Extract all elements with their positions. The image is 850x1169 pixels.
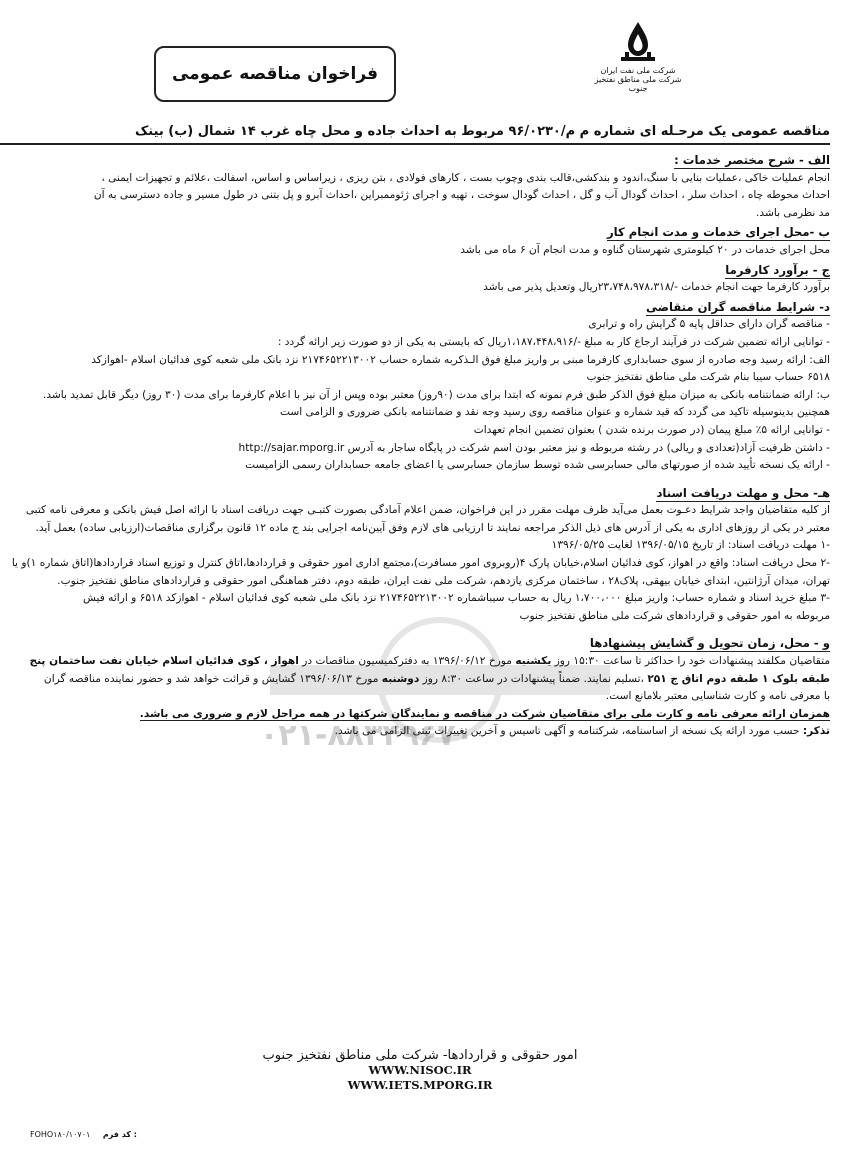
- section-e-title: هـ- محل و مهلت دریافت اسناد: [656, 485, 830, 500]
- section-d-line: - داشتن ظرفیت آزاد(تعدادی و ریالی) در رشته مربوطه و نیز معتبر بودن اسم شرکت در پایگاه ساجار به آدرس http://sajar.mporg.ir: [238, 441, 830, 454]
- section-e-line: مربوطه به امور حقوقی و قراردادهای شرکت ملی مناطق نفتخیز جنوب: [519, 609, 830, 622]
- section-b-title: ب -محل اجرای خدمات و مدت انجام کار: [606, 225, 830, 240]
- tender-body: [11, 150, 830, 741]
- announcement-title: فراخوان مناقصه عمومی: [171, 64, 379, 84]
- section-a-line: مد نظرمی باشد.: [756, 206, 830, 219]
- section-d-line: همچنین بدینوسیله تاکید می گردد که قید شماره و عنوان مناقصه روی رسید وجه نقد و ضمانتنامه بانکی ضروری و الزامی است: [279, 406, 830, 419]
- section-f-reminder: تذکر: حسب مورد ارائه یک نسخه از اساسنامه، شرکتنامه و آگهی تاسیس و آخرین تغییرات ثبتی الزامی می باشد.: [334, 725, 830, 738]
- section-f-line2: طبقه بلوک ۱ طبقه دوم اتاق ج ۲۵۱ ،تسلیم نمایند. ضمناً پیشنهادات در ساعت ۸:۳۰ روز دوشنبه مورخ ۱۳۹۶/۰۶/۱۳ گشایش و قرائت خواهد شد و حضور نماینده مناقصه گران: [43, 672, 830, 685]
- section-d-line: - ارائه یک نسخه تأیید شده از صورتهای مالی حسابرسی شده توسط سازمان حسابرسی یا اعضای جامعه حسابداران رسمی الزامیست: [245, 459, 830, 472]
- section-d-line: ۶۵۱۸ حساب سیبا بنام شرکت ملی مناطق نفتخیز جنوب: [586, 371, 830, 384]
- form-code-value: FOHO۱۸۰/۱۰۷۰۱: [30, 1130, 91, 1139]
- section-c-title: ج - برآورد کارفرما: [725, 262, 830, 277]
- company-logo-block: [588, 18, 688, 102]
- section-c-text: برآورد کارفرما جهت انجام خدمات -/۲۳،۷۴۸،۹۷۸،۳۱۸ریال وتعدیل پذیر می باشد: [483, 281, 830, 294]
- section-e-line: -۱ مهلت دریافت اسناد: از تاریخ ۱۳۹۶/۰۵/۱۵ لغایت ۱۳۹۶/۰۵/۲۵: [551, 539, 830, 552]
- section-f-note: همزمان ارائه معرفی نامه و کارت ملی برای متقاضیان شرکت در مناقصه و نمایندگان شرکتها در همه مراحل لازم و ضروری می باشد.: [139, 707, 830, 720]
- company-name-line1: شرکت ملی نفت ایران: [600, 66, 676, 75]
- section-d-title: د- شرایط مناقصه گران متقاضی: [646, 299, 830, 314]
- watermark-phone: ۰۲۱-۸۸۳۴۹۶۷۰: [260, 718, 474, 753]
- footer-url-iets: WWW.IETS.MPORG.IR: [347, 1078, 493, 1092]
- form-code-label: کد فرم :: [102, 1130, 137, 1139]
- section-a-title: الف - شرح مختصر خدمات :: [674, 153, 830, 167]
- section-d-line: الف: ارائه رسید وجه صادره از سوی حسابداری کارفرما مبنی بر واریز مبلغ فوق الـذکربه شماره حساب ۲۱۷۴۶۵۲۲۱۳۰۰۲ نزد بانک ملی شعبه کوی فدائیان اسلام -اهوازکد: [91, 353, 830, 366]
- nioc-logo-icon: [615, 18, 661, 64]
- section-a-line: احداث محوطه چاه ، احداث سلر ، احداث گودال آب و گل ، احداث گودال سوخت ، تهیه و اجرای ژئوممبراین ،احداث آبرو و پل بتنی در طول مسیر و جاده دسترسی به آن: [93, 189, 830, 202]
- section-d-line: - توانایی ارائه ۵٪ مبلغ پیمان (در صورت برنده شدن ) بعنوان تضمین انجام تعهدات: [473, 423, 830, 436]
- section-e-line: -۳ مبلغ خرید اسناد و شماره حساب: واریز مبلغ ۱،۷۰۰،۰۰۰ ریال به حساب سیباشماره ۲۱۷۴۶۵۲۲۱۳۰۰۲ نزد بانک ملی شعبه کوی فدائیان اسلام - اهوازکد ۶۵۱۸ و ارائه فیش: [83, 592, 830, 605]
- footer-url-nisoc: WWW.NISOC.IR: [368, 1063, 472, 1077]
- tender-main-heading: مناقصه عمومی یک مرحـله ای شماره م م/۹۶/۰۲۳۰ مربوط به احداث جاده و محل چاه غرب ۱۴ شمال (ب) بینک: [0, 124, 830, 145]
- form-code-row: [30, 1130, 230, 1139]
- section-a-line: انجام عملیات خاکی ،عملیات بنایی با سنگ،اندود و بندکشی،قالب بندی وچوب بست ، کارهای فولادی ، بتن ریزی ، زیراساس و اساس، اسفالت ،علائم و تجهیزات ایمنی ،: [101, 171, 830, 184]
- section-f-line1: متقاضیان مکلفند پیشنهادات خود را حداکثر تا ساعت ۱۵:۳۰ روز یکشنبه مورخ ۱۳۹۶/۰۶/۱۲ به دفترکمیسیون مناقصات در اهواز ، کوی فدائیان اسلام خیابان نفت ساختمان پنج: [29, 655, 830, 668]
- section-f-line3: با معرفی نامه و کارت شناسایی معتبر بلامانع است.: [605, 690, 830, 703]
- section-f-title: و - محل، زمان تحویل و گشایش پیشنهادها: [589, 636, 830, 651]
- company-name-line2: شرکت ملی مناطق نفتخیز جنوب: [594, 75, 682, 93]
- footer-block: [200, 1048, 640, 1093]
- footer-department: امور حقوقی و قراردادها- شرکت ملی مناطق نفتخیز جنوب: [262, 1048, 578, 1063]
- section-d-line: ب: ارائه ضمانتنامه بانکی به میزان مبلغ فوق الذکر طبق فرم نمونه که ابتدا برای مدت (۹۰روز) معتبر بوده وپس از آن نیز با اعلام کارفرما برای مدت (۳۰ روز) دیگر قابل تمدید باشد.: [42, 388, 830, 401]
- section-e-line: -۲ محل دریافت اسناد: واقع در اهواز، کوی فدائیان اسلام،خیابان پارک ۴(روبروی امور مسافرت)،مجتمع اداری امور حقوقی و قراردادها،اتاق کنترل و توزیع اسناد قراردادها(اتاق شماره ۱)و یا: [11, 557, 830, 570]
- section-e-line: معتبر در یکی از روزهای اداری به یکی از آدرس های ذیل الذکر مراجعه نمایند تا ارزیابی های لازم وفق آیین‌نامه اجرایی بند ج ماده ۱۲ قانون برگزاری مناقصات(ارزیابی ساده) بعمل آید.: [35, 521, 830, 534]
- section-e-line: تهران، میدان آرژانتین، ابتدای خیابان بیهقی، پلاک۲۸ ، ساختمان مرکزی یازدهم، شرکت ملی نفت ایران، طبقه دوم، دفتر هماهنگی امور حقوقی و قراردادهای مناطق نفتخیز جنوب.: [57, 574, 830, 587]
- announcement-title-box: [154, 46, 396, 102]
- section-b-text: محل اجرای خدمات در ۲۰ کیلومتری شهرستان گناوه و مدت انجام آن ۶ ماه می باشد: [460, 243, 830, 256]
- section-e-line: از کلیه متقاضیان واجد شرایط دعـوت بعمل می‌آید ظرف مهلت مقرر در این فراخوان، ضمن اعلام آمادگی بصورت کتبـی جهت دریافت اسناد با ارائه اصل فیش بانکی و معرفی نامه کتبی: [25, 504, 830, 517]
- section-d-line: - مناقصه گران دارای حداقل پایه ۵ گرایش راه و ترابری: [588, 318, 830, 331]
- section-d-line: - توانایی ارائه تضمین شرکت در فرآیند ارجاع کار به مبلغ -/۱،۱۸۷،۴۴۸،۹۱۶ریال که بایستی به یکی از دو صورت زیر ارائه گردد :: [277, 335, 830, 348]
